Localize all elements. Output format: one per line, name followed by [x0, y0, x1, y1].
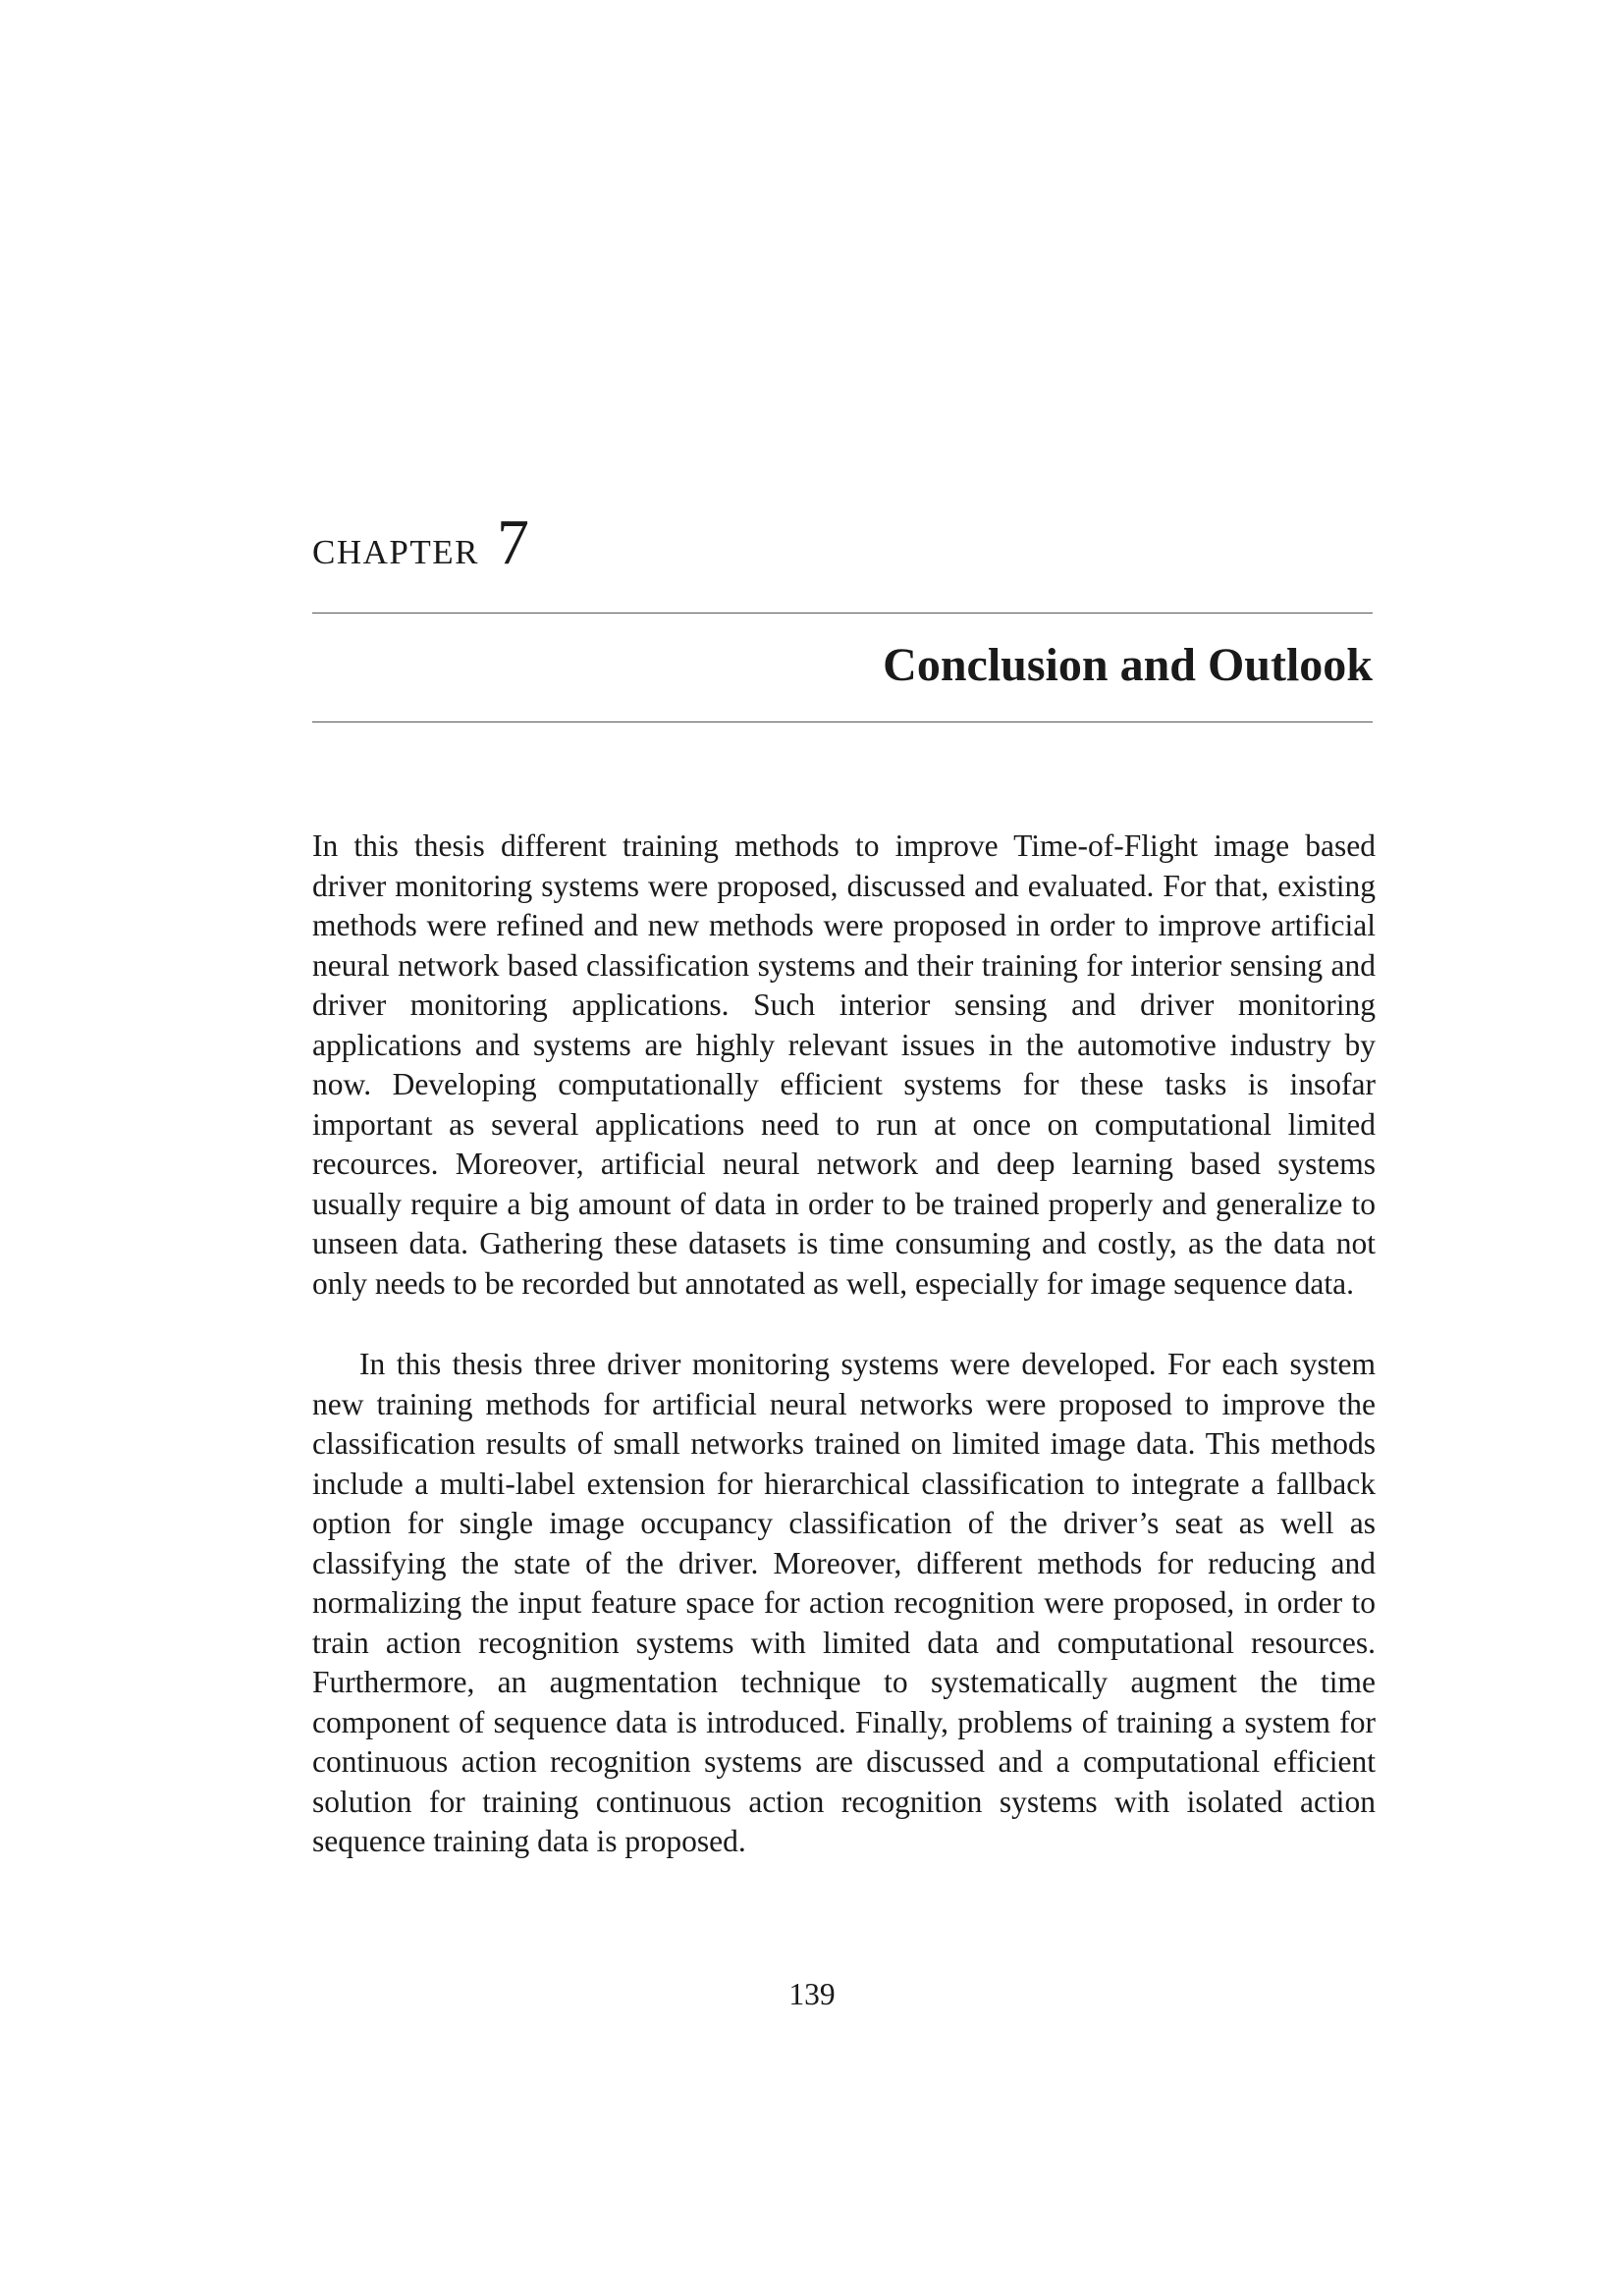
chapter-title: Conclusion and Outlook: [883, 639, 1373, 691]
body-text: [312, 827, 1376, 1862]
chapter-heading: [312, 507, 1373, 589]
bottom-rule: [312, 721, 1373, 722]
paragraph-1: In this thesis different training methods to improve Time-of-Flight image based driver monitoring systems were proposed, discussed and evaluated. For that, existing methods were refined and new methods were proposed in order to improve artificial neural network based classification systems and their training for interior sensing and driver monitoring applications. Such interior sensing and driver monitoring applications and systems are highly relevant issues in the automotive industry by now. Developing computationally efficient systems for these tasks is insofar important as several applications need to run at once on computational limited recources. Moreover, artificial neural network and deep learning based systems usually require a big amount of data in order to be trained properly and generalize to unseen data. Gathering these datasets is time consuming and costly, as the data not only needs to be recorded but annotated as well, especially for image sequence data.: [312, 828, 1376, 1301]
chapter-label: chapter: [312, 519, 479, 574]
paragraph-2: In this thesis three driver monitoring systems were developed. For each system new training methods for artificial neural networks were proposed to improve the classification results of small networks trained on limited image data. This methods include a multi-label extension for hierarchical classification to integrate a fallback option for single image occupancy classification of the driver’s seat as well as classifying the state of the driver. Moreover, different methods for reducing and normalizing the input feature space for action recognition were proposed, in order to train action recognition systems with limited data and computational resources. Furthermore, an augmentation technique to systematically augment the time component of sequence data is introduced. Finally, problems of training a system for continuous action recognition systems are discussed and a computational efficient solution for training continuous action recognition systems with isolated action sequence training data is proposed.: [312, 1347, 1376, 1858]
chapter-number: 7: [496, 507, 529, 578]
top-rule: [312, 613, 1373, 614]
page-number: 139: [788, 1977, 836, 2011]
